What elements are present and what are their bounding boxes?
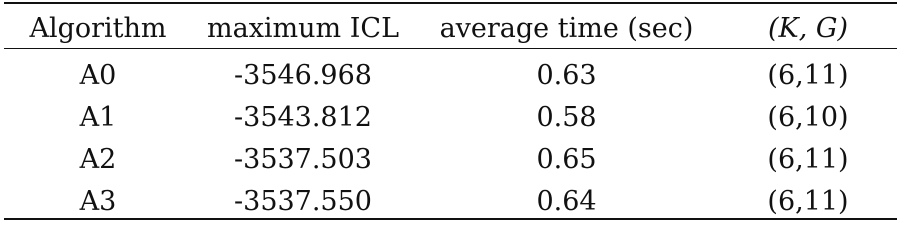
cell-maximum-icl: -3543.812 (234, 101, 372, 133)
table-row (4, 96, 897, 138)
cell-algorithm: A1 (79, 101, 117, 133)
header-row (4, 4, 897, 50)
cell-average-time: 0.64 (536, 185, 597, 217)
cell-algorithm: A0 (79, 59, 117, 91)
cell-average-time: 0.65 (536, 143, 597, 175)
table-row (4, 180, 897, 222)
cell-maximum-icl: -3537.550 (234, 185, 372, 217)
table-row (4, 138, 897, 180)
cell-k-g: (6,11) (767, 59, 849, 91)
cell-average-time: 0.58 (536, 101, 597, 133)
results-table (4, 4, 897, 222)
cell-k-g: (6,11) (767, 185, 849, 217)
header-algorithm: Algorithm (29, 12, 167, 44)
cell-maximum-icl: -3546.968 (234, 59, 372, 91)
header-maximum-icl: maximum ICL (207, 12, 399, 44)
table-row (4, 50, 897, 96)
header-k-g: (K, G) (768, 12, 848, 44)
cell-maximum-icl: -3537.503 (234, 143, 372, 175)
cell-average-time: 0.63 (536, 59, 597, 91)
cell-k-g: (6,11) (767, 143, 849, 175)
cell-algorithm: A3 (79, 185, 117, 217)
cell-algorithm: A2 (79, 143, 117, 175)
header-average-time: average time (sec) (439, 12, 694, 44)
cell-k-g: (6,10) (767, 101, 849, 133)
